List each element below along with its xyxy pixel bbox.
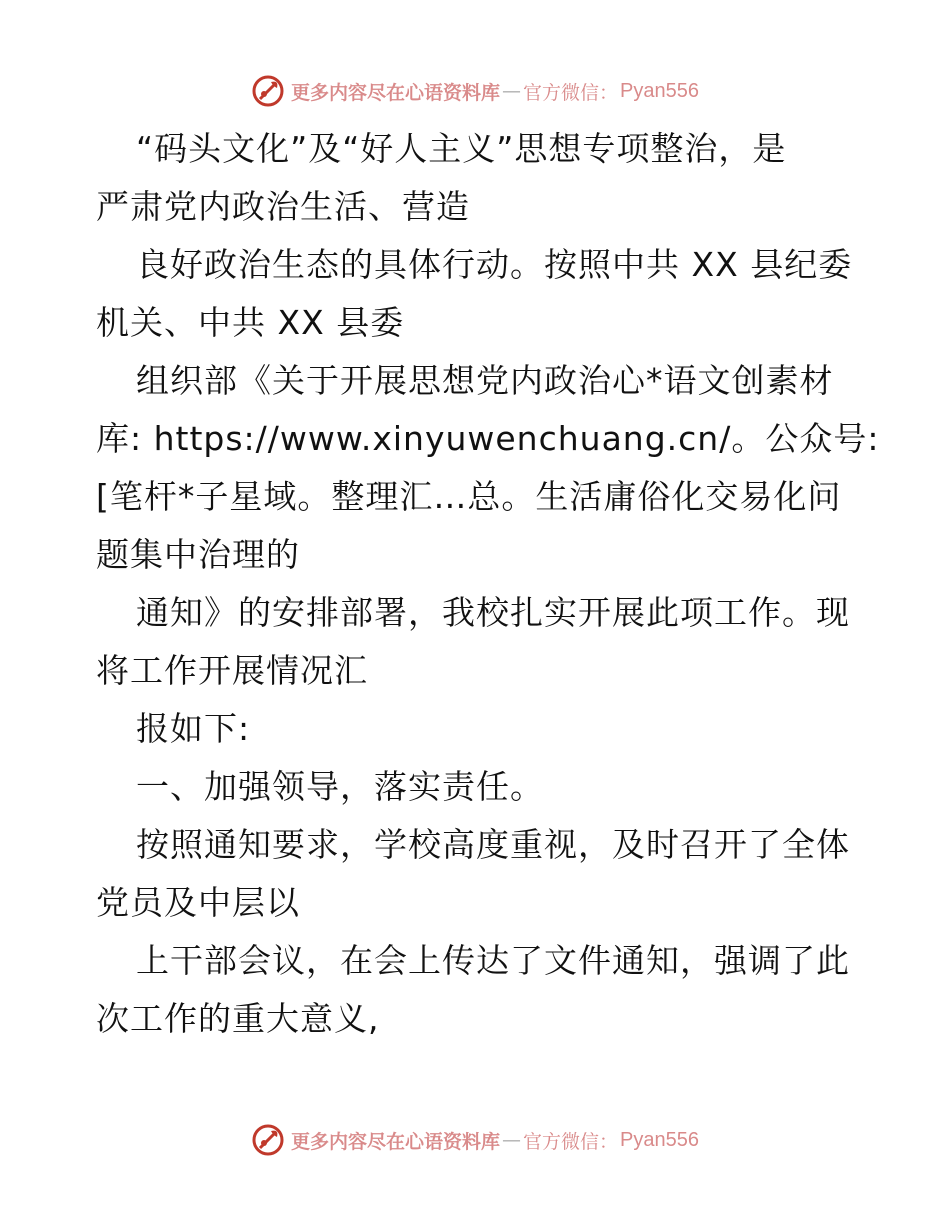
text-line: 机关、中共 XX 县委 (96, 303, 405, 342)
quill-logo-icon (251, 1123, 285, 1157)
watermark-dash: — (502, 80, 522, 102)
text-line: 次工作的重大意义, (96, 999, 380, 1038)
footer-watermark (0, 1120, 950, 1160)
section-heading: 一、加强领导，落实责任。 (136, 767, 544, 806)
text-line: 上干部会议，在会上传达了文件通知，强调了此 (136, 941, 850, 980)
quill-logo-icon (251, 74, 285, 108)
watermark-wechat-id: Pyan556 (620, 1128, 699, 1151)
text-line: [笔杆*子星域。整理汇…总。生活庸俗化交易化问 (96, 477, 842, 516)
text-line: 组织部《关于开展思想党内政治心*语文创素材 (136, 361, 834, 400)
text-line: 严肃党内政治生活、营造 (96, 187, 470, 226)
text-line: 题集中治理的 (96, 535, 300, 574)
text-line: 党员及中层以 (96, 883, 300, 922)
watermark-dash: — (502, 1129, 522, 1151)
text-line: 报如下: (136, 709, 251, 748)
watermark-site-name: 更多内容尽在心语资料库 (291, 1130, 501, 1153)
text-line: 库: https://www.xinyuwenchuang.cn/。公众号: (96, 419, 880, 458)
text-line: “码头文化”及“好人主义”思想专项整治，是 (136, 129, 787, 168)
text-line: 将工作开展情况汇 (96, 651, 368, 690)
text-line: 通知》的安排部署，我校扎实开展此项工作。现 (136, 593, 850, 632)
watermark-contact-label: 官方微信： (523, 1130, 619, 1153)
document-body (96, 120, 880, 1048)
watermark-contact-label: 官方微信： (523, 81, 619, 104)
text-line: 良好政治生态的具体行动。按照中共 XX 县纪委 (136, 245, 853, 284)
text-line: 按照通知要求，学校高度重视，及时召开了全体 (136, 825, 850, 864)
watermark-wechat-id: Pyan556 (620, 79, 699, 102)
watermark-site-name: 更多内容尽在心语资料库 (291, 81, 501, 104)
header-watermark (0, 71, 950, 111)
